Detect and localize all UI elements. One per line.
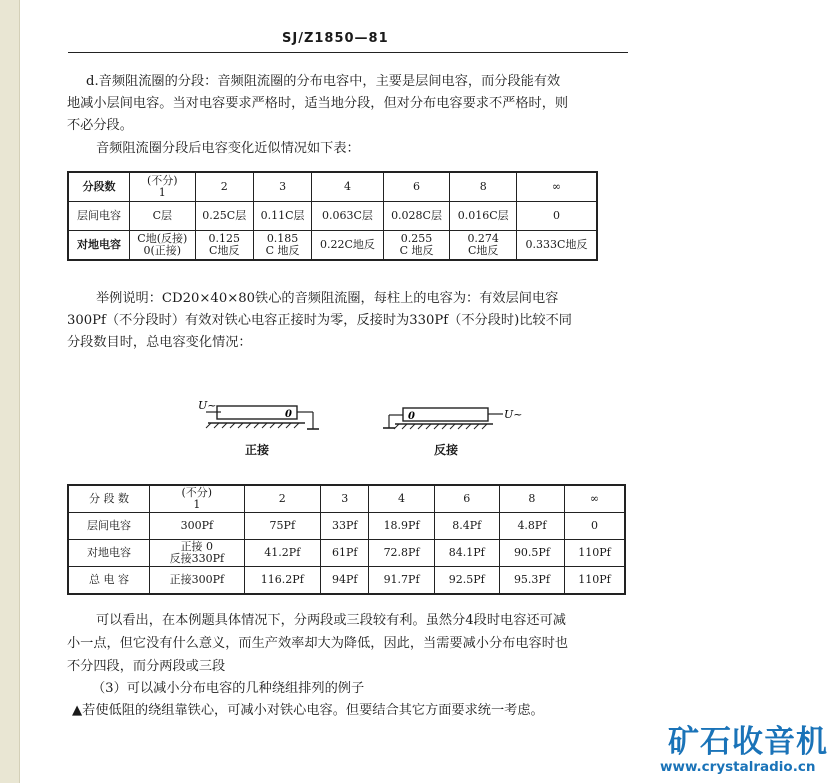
example-line-1: 举例说明：CD20×40×80铁心的音频阻流圈，每柱上的电容为：有效层间电容 <box>96 291 559 306</box>
table-cell: 0.016C层 <box>450 202 517 231</box>
table-cell: 300Pf <box>150 513 245 540</box>
voltage-symbol-left: U~ <box>198 399 217 412</box>
table-cell: 4.8Pf <box>499 513 564 540</box>
table-row <box>68 485 625 513</box>
table-cell: 33Pf <box>320 513 369 540</box>
table-cell: 总 电 容 <box>68 567 150 595</box>
winding-bar <box>403 408 488 421</box>
table-row <box>68 513 625 540</box>
table-cell: 18.9Pf <box>369 513 434 540</box>
table-cell: ∞ <box>517 172 597 202</box>
intro-line-1: d.音频阻流圈的分段：音频阻流圈的分布电容中，主要是层间电容，而分段能有效 <box>86 74 561 89</box>
example-line-2: 300Pf（不分段时）有效对铁心电容正接时为零，反接时为330Pf（不分段时)比较不同 <box>67 313 572 328</box>
table-cell: (不分) 1 <box>130 172 196 202</box>
table-cell: 3 <box>320 485 369 513</box>
example-line-3: 分段数目时，总电容变化情况： <box>67 335 252 350</box>
table-cell: 分段数 <box>68 172 130 202</box>
table-row <box>68 231 597 261</box>
table-cell: 8 <box>450 172 517 202</box>
table-cell: 4 <box>369 485 434 513</box>
table-cell: 对地电容 <box>68 231 130 261</box>
table-cell: 层间电容 <box>68 202 130 231</box>
table-cell: C层 <box>130 202 196 231</box>
table-row <box>68 567 625 595</box>
watermark-brand: 矿石收音机 <box>668 724 828 760</box>
conclusion-line-2: 小一点，但它没有什么意义，而生产效率却大为降低，因此，当需要减小分布电容时也 <box>67 636 569 651</box>
table-cell: 75Pf <box>244 513 320 540</box>
table-cell: 分 段 数 <box>68 485 150 513</box>
table-row <box>68 540 625 567</box>
reverse-connection-label: 反接 <box>434 443 459 457</box>
table-cell: 层间电容 <box>68 513 150 540</box>
forward-connection-diagram <box>198 399 319 429</box>
table-cell: 2 <box>244 485 320 513</box>
section-heading: （3）可以减小分布电容的几种绕组排列的例子 <box>92 681 365 696</box>
segmentation-capacitance-table <box>67 171 598 261</box>
table-cell: 0.333C地反 <box>517 231 597 261</box>
table-cell: 116.2Pf <box>244 567 320 595</box>
intro-line-3: 不必分段。 <box>67 118 133 133</box>
table-cell: 8 <box>499 485 564 513</box>
conclusion-line-3: 不分四段，而分两段或三段 <box>67 659 226 674</box>
reverse-connection-diagram <box>383 408 523 429</box>
table-row <box>68 202 597 231</box>
table-row <box>68 172 597 202</box>
table-cell: 110Pf <box>565 567 625 595</box>
intro-line-2: 地减小层间电容。当对电容要求严格时，适当地分段，但对分布电容要求不严格时，则 <box>67 96 569 111</box>
standard-code-header: SJ/Z1850—81 <box>282 31 389 46</box>
table-cell: 41.2Pf <box>244 540 320 567</box>
table-cell: 92.5Pf <box>434 567 499 595</box>
table-cell: 6 <box>434 485 499 513</box>
header-rule <box>68 52 628 53</box>
table-cell: (不分) 1 <box>150 485 245 513</box>
table-cell: 0.028C层 <box>383 202 450 231</box>
table-cell: 91.7Pf <box>369 567 434 595</box>
table-cell: 0.274 C地反 <box>450 231 517 261</box>
table-cell: 0 <box>517 202 597 231</box>
table-cell: 正接300Pf <box>150 567 245 595</box>
table-intro: 音频阻流圈分段后电容变化近似情况如下表： <box>96 141 360 156</box>
table-cell: 0.25C层 <box>195 202 253 231</box>
watermark-url: www.crystalradio.cn <box>660 759 816 775</box>
table-cell: 对地电容 <box>68 540 150 567</box>
table-cell: 0 <box>565 513 625 540</box>
table-cell: 4 <box>312 172 383 202</box>
table-cell: 2 <box>195 172 253 202</box>
zero-marker-left: 0 <box>285 409 292 420</box>
left-sidebar <box>0 0 20 783</box>
total-capacitance-table <box>67 484 626 595</box>
table-cell: 8.4Pf <box>434 513 499 540</box>
bullet-note: ▲若使低阻的绕组靠铁心，可减小对铁心电容。但要结合其它方面要求统一考虑。 <box>72 703 544 718</box>
table-cell: 3 <box>253 172 311 202</box>
table-cell: 61Pf <box>320 540 369 567</box>
table-cell: C地(反接) 0(正接) <box>130 231 196 261</box>
forward-connection-label: 正接 <box>245 443 270 457</box>
table-cell: 0.22C地反 <box>312 231 383 261</box>
table-cell: 0.185 C 地反 <box>253 231 311 261</box>
table-cell: 0.063C层 <box>312 202 383 231</box>
table-cell: 0.125 C地反 <box>195 231 253 261</box>
table-cell: 94Pf <box>320 567 369 595</box>
table-cell: 6 <box>383 172 450 202</box>
table-cell: 72.8Pf <box>369 540 434 567</box>
table-cell: 110Pf <box>565 540 625 567</box>
conclusion-line-1: 可以看出，在本例题具体情况下，分两段或三段较有利。虽然分4段时电容还可减 <box>96 613 566 628</box>
table-cell: 90.5Pf <box>499 540 564 567</box>
table-cell: 84.1Pf <box>434 540 499 567</box>
table-cell: 95.3Pf <box>499 567 564 595</box>
table-cell: 0.255 C 地反 <box>383 231 450 261</box>
table-cell: 0.11C层 <box>253 202 311 231</box>
table-cell: 正接 0 反接330Pf <box>150 540 245 567</box>
voltage-symbol-right: U~ <box>504 408 523 421</box>
zero-marker-right: 0 <box>408 411 415 422</box>
table-cell: ∞ <box>565 485 625 513</box>
